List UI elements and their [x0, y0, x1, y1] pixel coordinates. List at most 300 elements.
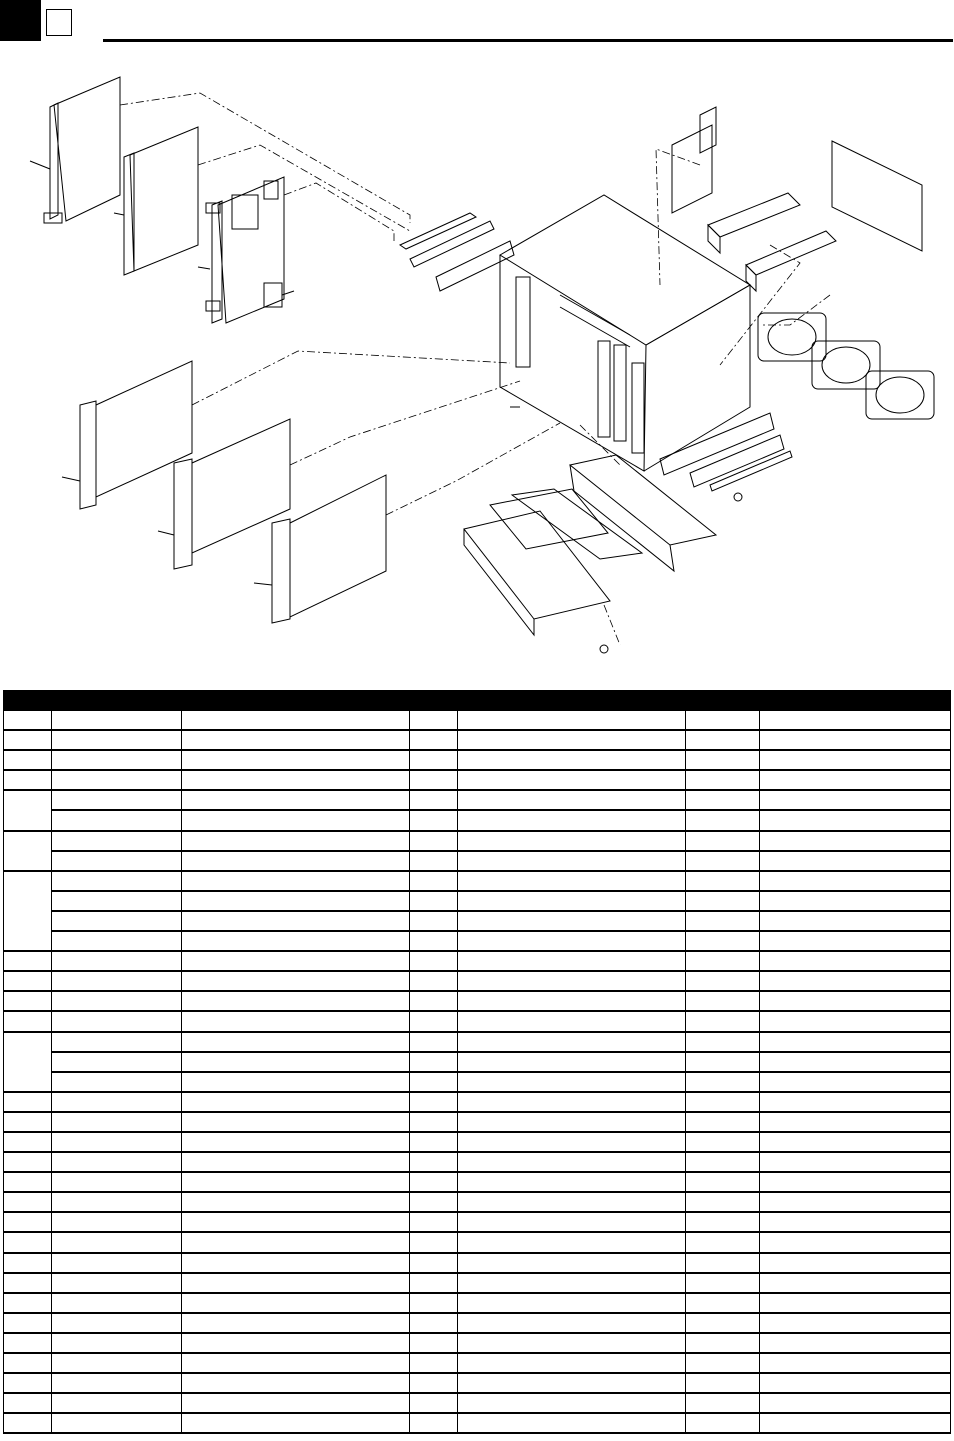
table-cell-index [4, 951, 52, 971]
table-cell [52, 1333, 182, 1353]
table-cell [410, 1011, 458, 1031]
table-cell [760, 1212, 951, 1232]
table-cell [182, 1373, 410, 1393]
table-cell [182, 1293, 410, 1313]
table-cell [686, 1273, 760, 1293]
table-cell [52, 871, 182, 891]
table-cell-index [4, 770, 52, 790]
table-row [4, 891, 951, 911]
table-cell [52, 931, 182, 951]
table-cell [458, 871, 686, 891]
table-cell [182, 1413, 410, 1433]
back-panels [672, 107, 922, 291]
table-cell [760, 750, 951, 770]
table-cell [52, 711, 182, 731]
table-cell [760, 971, 951, 991]
table-cell [458, 1072, 686, 1092]
table-cell [52, 1092, 182, 1112]
table-cell [458, 1052, 686, 1072]
table-cell [686, 1092, 760, 1112]
table-cell [686, 1333, 760, 1353]
table-cell [410, 1373, 458, 1393]
table-row [4, 1172, 951, 1192]
table-cell [760, 1032, 951, 1052]
column-header [686, 691, 760, 711]
table-cell-index [4, 1253, 52, 1273]
table-cell [686, 1253, 760, 1273]
table-cell-index [4, 971, 52, 991]
table-cell [52, 790, 182, 810]
table-cell [52, 1052, 182, 1072]
table-cell [52, 1212, 182, 1232]
table-row [4, 1052, 951, 1072]
table-cell [686, 810, 760, 830]
table-cell [182, 1313, 410, 1333]
card-3 [198, 177, 294, 323]
table-cell [686, 1032, 760, 1052]
table-cell [458, 1112, 686, 1132]
table-cell [760, 730, 951, 750]
table-cell [458, 1232, 686, 1252]
table-cell-index [4, 790, 52, 830]
table-cell [686, 1293, 760, 1313]
table-cell [410, 1393, 458, 1413]
table-cell [410, 1192, 458, 1212]
table-cell [458, 711, 686, 731]
header-rule [103, 39, 953, 42]
table-row [4, 1373, 951, 1393]
table-cell [686, 1212, 760, 1232]
table-cell [686, 831, 760, 851]
table-cell [182, 851, 410, 871]
card-5 [158, 419, 290, 569]
card-6 [254, 475, 386, 623]
table-cell [458, 1313, 686, 1333]
table-cell [52, 1253, 182, 1273]
table-cell [52, 1172, 182, 1192]
table-cell [760, 1273, 951, 1293]
section-tab-black [0, 0, 41, 41]
table-cell [52, 851, 182, 871]
table-cell [458, 1293, 686, 1313]
table-cell [52, 1152, 182, 1172]
table-cell [458, 1092, 686, 1112]
table-cell [182, 1092, 410, 1112]
table-cell [458, 1373, 686, 1393]
table-cell [760, 1232, 951, 1252]
table-cell [410, 891, 458, 911]
table-cell [458, 891, 686, 911]
table-row [4, 1353, 951, 1373]
table-cell [760, 1353, 951, 1373]
table-cell [760, 931, 951, 951]
table-cell [686, 911, 760, 931]
table-row [4, 911, 951, 931]
table-cell-index [4, 1413, 52, 1433]
table-cell [760, 1413, 951, 1433]
table-cell [760, 1393, 951, 1413]
table-cell [410, 1413, 458, 1433]
card-1 [30, 77, 120, 223]
table-cell [182, 1132, 410, 1152]
table-cell-index [4, 1353, 52, 1373]
table-cell-index [4, 1232, 52, 1252]
table-cell [182, 1072, 410, 1092]
table-cell [458, 1253, 686, 1273]
table-cell [760, 891, 951, 911]
table-row [4, 711, 951, 731]
table-cell-index [4, 1293, 52, 1313]
table-cell [182, 1011, 410, 1031]
table-cell [52, 1293, 182, 1313]
table-cell [410, 770, 458, 790]
table-cell [686, 1192, 760, 1212]
column-header [760, 691, 951, 711]
table-cell [52, 951, 182, 971]
table-cell [686, 1373, 760, 1393]
column-header [52, 691, 182, 711]
table-cell [760, 1172, 951, 1192]
table-cell [686, 1232, 760, 1252]
table-cell [760, 1152, 951, 1172]
fans [758, 313, 934, 419]
table-row [4, 831, 951, 851]
table-cell [686, 1072, 760, 1092]
table-cell [686, 1353, 760, 1373]
table-cell [410, 1333, 458, 1353]
table-cell [760, 790, 951, 810]
table-cell-index [4, 1172, 52, 1192]
table-row [4, 730, 951, 750]
table-cell [182, 1112, 410, 1132]
table-cell [52, 891, 182, 911]
table-cell [52, 750, 182, 770]
table-cell [410, 991, 458, 1011]
table-cell [686, 1052, 760, 1072]
table-cell [686, 1172, 760, 1192]
table-row [4, 851, 951, 871]
table-row [4, 971, 951, 991]
table-header-row [4, 691, 951, 711]
table-cell [760, 951, 951, 971]
connector-strips-upper [400, 213, 514, 291]
table-cell [182, 1253, 410, 1273]
table-cell [410, 1212, 458, 1232]
parts-table-body [4, 711, 951, 1434]
table-cell [410, 851, 458, 871]
table-cell [52, 810, 182, 830]
table-cell [182, 750, 410, 770]
table-cell [52, 1353, 182, 1373]
table-cell [182, 911, 410, 931]
table-cell [410, 750, 458, 770]
table-cell-index [4, 1212, 52, 1232]
card-4 [62, 361, 192, 509]
table-cell [182, 891, 410, 911]
table-cell [458, 730, 686, 750]
table-cell [760, 1192, 951, 1212]
table-cell [182, 971, 410, 991]
table-cell-index [4, 1393, 52, 1413]
table-cell [760, 770, 951, 790]
table-row [4, 1293, 951, 1313]
table-cell [760, 1011, 951, 1031]
table-cell [410, 1092, 458, 1112]
table-cell [760, 1052, 951, 1072]
table-cell [182, 730, 410, 750]
column-header [410, 691, 458, 711]
bottom-bracket [464, 455, 716, 653]
table-cell-index [4, 1192, 52, 1212]
table-cell [182, 991, 410, 1011]
table-cell [182, 711, 410, 731]
table-cell [182, 1212, 410, 1232]
table-row [4, 1011, 951, 1031]
table-row [4, 1333, 951, 1353]
table-row [4, 1132, 951, 1152]
table-cell [686, 750, 760, 770]
parts-list-table [3, 690, 951, 1434]
table-cell [458, 1011, 686, 1031]
table-cell [52, 1132, 182, 1152]
table-cell [686, 1112, 760, 1132]
table-cell [410, 951, 458, 971]
table-cell [182, 1192, 410, 1212]
table-cell [410, 1232, 458, 1252]
table-cell-index [4, 711, 52, 731]
table-cell [410, 1273, 458, 1293]
table-cell [182, 1273, 410, 1293]
table-cell [458, 1152, 686, 1172]
table-cell [410, 1293, 458, 1313]
table-cell [686, 1011, 760, 1031]
table-cell-index [4, 1333, 52, 1353]
table-cell [410, 871, 458, 891]
table-cell [760, 871, 951, 891]
table-cell [686, 991, 760, 1011]
table-cell [182, 770, 410, 790]
column-header [182, 691, 410, 711]
table-cell-index [4, 1273, 52, 1293]
column-header [458, 691, 686, 711]
table-cell [458, 1032, 686, 1052]
table-cell [458, 810, 686, 830]
table-cell [458, 1192, 686, 1212]
table-cell [52, 1011, 182, 1031]
table-cell [182, 1232, 410, 1252]
table-cell [760, 1253, 951, 1273]
table-row [4, 991, 951, 1011]
table-cell-index [4, 730, 52, 750]
table-cell [760, 711, 951, 731]
table-row [4, 1092, 951, 1112]
table-cell [410, 1112, 458, 1132]
table-cell [686, 851, 760, 871]
table-cell [182, 1032, 410, 1052]
table-row [4, 1253, 951, 1273]
table-cell [458, 1212, 686, 1232]
table-cell [760, 1112, 951, 1132]
table-cell [410, 790, 458, 810]
chassis [500, 195, 750, 471]
table-cell-index [4, 1373, 52, 1393]
table-cell [52, 1232, 182, 1252]
table-cell [458, 971, 686, 991]
table-cell [458, 1393, 686, 1413]
section-number-box [46, 9, 72, 36]
table-cell-index [4, 1313, 52, 1333]
table-cell [458, 1132, 686, 1152]
card-2 [114, 127, 198, 275]
table-cell [760, 911, 951, 931]
table-row [4, 750, 951, 770]
table-row [4, 810, 951, 830]
table-row [4, 1152, 951, 1172]
table-cell [410, 1052, 458, 1072]
table-cell [182, 1152, 410, 1172]
table-cell [760, 1132, 951, 1152]
table-cell [686, 730, 760, 750]
table-row [4, 1273, 951, 1293]
table-cell [410, 1032, 458, 1052]
table-cell [686, 931, 760, 951]
table-row [4, 1212, 951, 1232]
table-row [4, 1393, 951, 1413]
table-cell [52, 1413, 182, 1433]
table-cell [458, 750, 686, 770]
table-cell [410, 810, 458, 830]
table-cell [410, 1353, 458, 1373]
table-cell [686, 790, 760, 810]
table-cell [410, 1172, 458, 1192]
table-cell-index [4, 1132, 52, 1152]
table-cell [458, 1172, 686, 1192]
table-cell [182, 931, 410, 951]
table-cell [760, 1293, 951, 1313]
table-cell [686, 711, 760, 731]
table-cell [52, 1313, 182, 1333]
table-cell [410, 1253, 458, 1273]
table-cell [686, 871, 760, 891]
table-cell-index [4, 1112, 52, 1132]
table-row [4, 871, 951, 891]
table-cell [52, 1032, 182, 1052]
table-cell [760, 1373, 951, 1393]
table-cell [182, 1393, 410, 1413]
table-cell [182, 1052, 410, 1072]
table-cell [458, 770, 686, 790]
table-cell [52, 1393, 182, 1413]
table-cell [52, 1273, 182, 1293]
table-cell [182, 1333, 410, 1353]
table-cell [182, 871, 410, 891]
table-row [4, 931, 951, 951]
table-cell-index [4, 1152, 52, 1172]
table-row [4, 1032, 951, 1052]
table-cell [410, 1132, 458, 1152]
column-header [4, 691, 52, 711]
table-cell [686, 951, 760, 971]
table-cell [52, 770, 182, 790]
table-cell [52, 911, 182, 931]
table-cell [458, 1273, 686, 1293]
table-row [4, 1112, 951, 1132]
table-cell [458, 790, 686, 810]
table-cell [686, 1413, 760, 1433]
table-cell [182, 790, 410, 810]
table-cell [182, 831, 410, 851]
table-cell [686, 770, 760, 790]
table-cell [52, 1072, 182, 1092]
table-cell [760, 851, 951, 871]
table-cell [458, 831, 686, 851]
table-cell [410, 911, 458, 931]
table-cell-index [4, 991, 52, 1011]
table-cell [182, 1353, 410, 1373]
table-cell-index [4, 1092, 52, 1112]
table-row [4, 770, 951, 790]
table-cell [458, 1353, 686, 1373]
table-cell [686, 1152, 760, 1172]
table-cell [410, 1072, 458, 1092]
table-cell [410, 971, 458, 991]
table-cell [760, 1072, 951, 1092]
table-cell [52, 991, 182, 1011]
exploded-view-diagram [0, 45, 954, 685]
table-row [4, 1072, 951, 1092]
table-cell-index [4, 1011, 52, 1031]
table-row [4, 790, 951, 810]
table-cell [686, 1393, 760, 1413]
table-cell [52, 1112, 182, 1132]
table-cell [410, 1313, 458, 1333]
table-cell [52, 1373, 182, 1393]
table-cell [182, 1172, 410, 1192]
table-cell [182, 810, 410, 830]
table-cell [760, 1333, 951, 1353]
table-cell [458, 1413, 686, 1433]
table-cell [458, 991, 686, 1011]
table-cell [52, 831, 182, 851]
table-row [4, 1192, 951, 1212]
table-cell [760, 831, 951, 851]
table-cell [686, 891, 760, 911]
table-cell [458, 1333, 686, 1353]
table-cell [410, 931, 458, 951]
connector-strips-lower [660, 413, 792, 501]
table-cell-index [4, 831, 52, 871]
table-row [4, 1313, 951, 1333]
table-cell [52, 971, 182, 991]
table-cell [760, 1092, 951, 1112]
table-cell [686, 971, 760, 991]
table-cell [760, 1313, 951, 1333]
table-cell [182, 951, 410, 971]
table-cell [686, 1313, 760, 1333]
table-cell [410, 831, 458, 851]
table-row [4, 1232, 951, 1252]
table-cell [458, 911, 686, 931]
table-cell [410, 711, 458, 731]
table-cell [458, 931, 686, 951]
table-cell [760, 991, 951, 1011]
table-cell [760, 810, 951, 830]
table-cell [52, 730, 182, 750]
table-cell-index [4, 750, 52, 770]
table-cell [410, 1152, 458, 1172]
table-cell [686, 1132, 760, 1152]
table-cell [410, 730, 458, 750]
